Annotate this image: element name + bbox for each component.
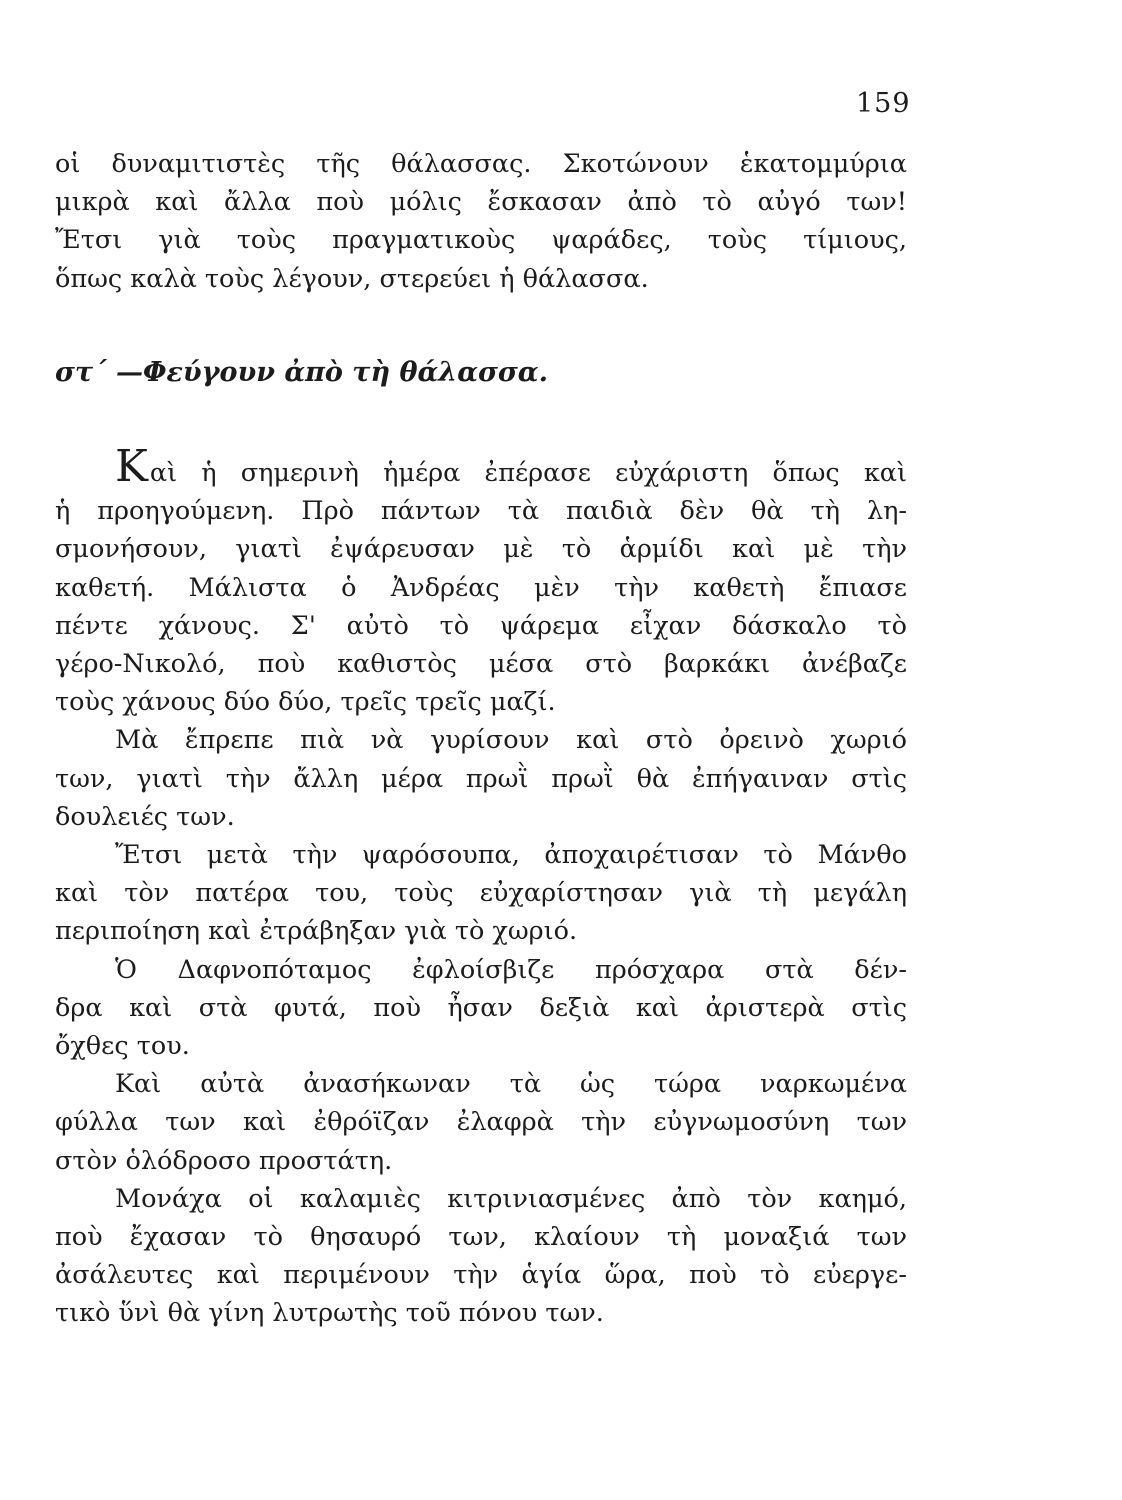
text-line: ἡ προηγούμενη. Πρὸ πάντων τὰ παιδιὰ δὲν θὰ τὴ λη- — [55, 496, 907, 527]
text-line: Ὁ Δαφνοπόταμος ἐφλοίσβιζε πρόσχαρα στὰ δέν- — [115, 954, 907, 985]
text-line: ἀσάλευτες καὶ περιμένουν τὴν ἁγία ὥρα, ποὺ τὸ εὐεργε- — [55, 1260, 907, 1291]
body-text — [55, 445, 907, 1333]
text-line: ὅπως καλὰ τοὺς λέγουν, στερεύει ἡ θάλασσα. — [55, 263, 649, 294]
text-line: σμονήσουν, γιατὶ ἐψάρευσαν μὲ τὸ ἁρμίδι καὶ μὲ τὴν — [55, 534, 907, 565]
text-line: ποὺ ἔχασαν τὸ θησαυρό των, κλαίουν τὴ μοναξιά των — [55, 1222, 907, 1253]
drop-cap: K — [115, 445, 148, 492]
text-line: τικὸ ὕνὶ θὰ γίνη λυτρωτὴς τοῦ πόνου των. — [55, 1298, 604, 1329]
text-line: Ἔτσι μετὰ τὴν ψαρόσουπα, ἀποχαιρέτισαν τὸ Μάνθο — [115, 840, 907, 871]
text-line: πέντε χάνους. Σ' αὐτὸ τὸ ψάρεμα εἶχαν δάσκαλο τὸ — [55, 610, 907, 641]
text-line: δουλειές των. — [55, 801, 235, 832]
text-line: καὶ τὸν πατέρα του, τοὺς εὐχαρίστησαν γιὰ τὴ μεγάλη — [55, 878, 907, 909]
top-paragraph — [55, 145, 907, 298]
text-line: μικρὰ καὶ ἄλλα ποὺ μόλις ἔσκασαν ἀπὸ τὸ αὐγό των! — [55, 187, 907, 218]
text-line: γέρο-Νικολό, ποὺ καθιστὸς μέσα στὸ βαρκάκι ἀνέβαζε — [55, 649, 907, 680]
text-line: Καὶ αὐτὰ ἀνασήκωναν τὰ ὡς τώρα ναρκωμένα — [115, 1069, 907, 1100]
text-line: Ἔτσι γιὰ τοὺς πραγματικοὺς ψαράδες, τοὺς τίμιους, — [55, 225, 907, 256]
text-line: καθετή. Μάλιστα ὁ Ἀνδρέας μὲν τὴν καθετὴ ἔπιασε — [55, 572, 907, 603]
text-line: φύλλα των καὶ ἐθρόϊζαν ἐλαφρὰ τὴν εὐγνωμοσύνη των — [55, 1107, 907, 1138]
text-line: τοὺς χάνους δύο δύο, τρεῖς τρεῖς μαζί. — [55, 687, 556, 718]
section-heading: στ΄ —Φεύγουν ἀπὸ τὴ θάλασσα. — [55, 357, 548, 388]
page-number: 159 — [856, 88, 911, 119]
text-line: οἱ δυναμιτιστὲς τῆς θάλασσας. Σκοτώνουν ἑκατομμύρια — [55, 149, 907, 179]
text-line: των, γιατὶ τὴν ἄλλη μέρα πρωῒ πρωῒ θὰ ἐπήγαιναν στὶς — [55, 763, 907, 794]
text-line: περιποίηση καὶ ἐτράβηξαν γιὰ τὸ χωριό. — [55, 916, 578, 947]
text-line — [55, 445, 907, 492]
text-line: ὄχθες του. — [55, 1031, 190, 1062]
text-line-content: αὶ ἡ σημερινὴ ἡμέρα ἐπέρασε εὐχάριστη ὅπως καὶ — [149, 458, 907, 488]
text-line: στὸν ὁλόδροσο προστάτη. — [55, 1145, 393, 1176]
text-line: Μὰ ἔπρεπε πιὰ νὰ γυρίσουν καὶ στὸ ὀρεινὸ χωριό — [115, 725, 907, 756]
text-line: δρα καὶ στὰ φυτά, ποὺ ἦσαν δεξιὰ καὶ ἀριστερὰ στὶς — [55, 992, 907, 1023]
text-line: Μονάχα οἱ καλαμιὲς κιτρινιασμένες ἀπὸ τὸν καημό, — [115, 1183, 907, 1214]
